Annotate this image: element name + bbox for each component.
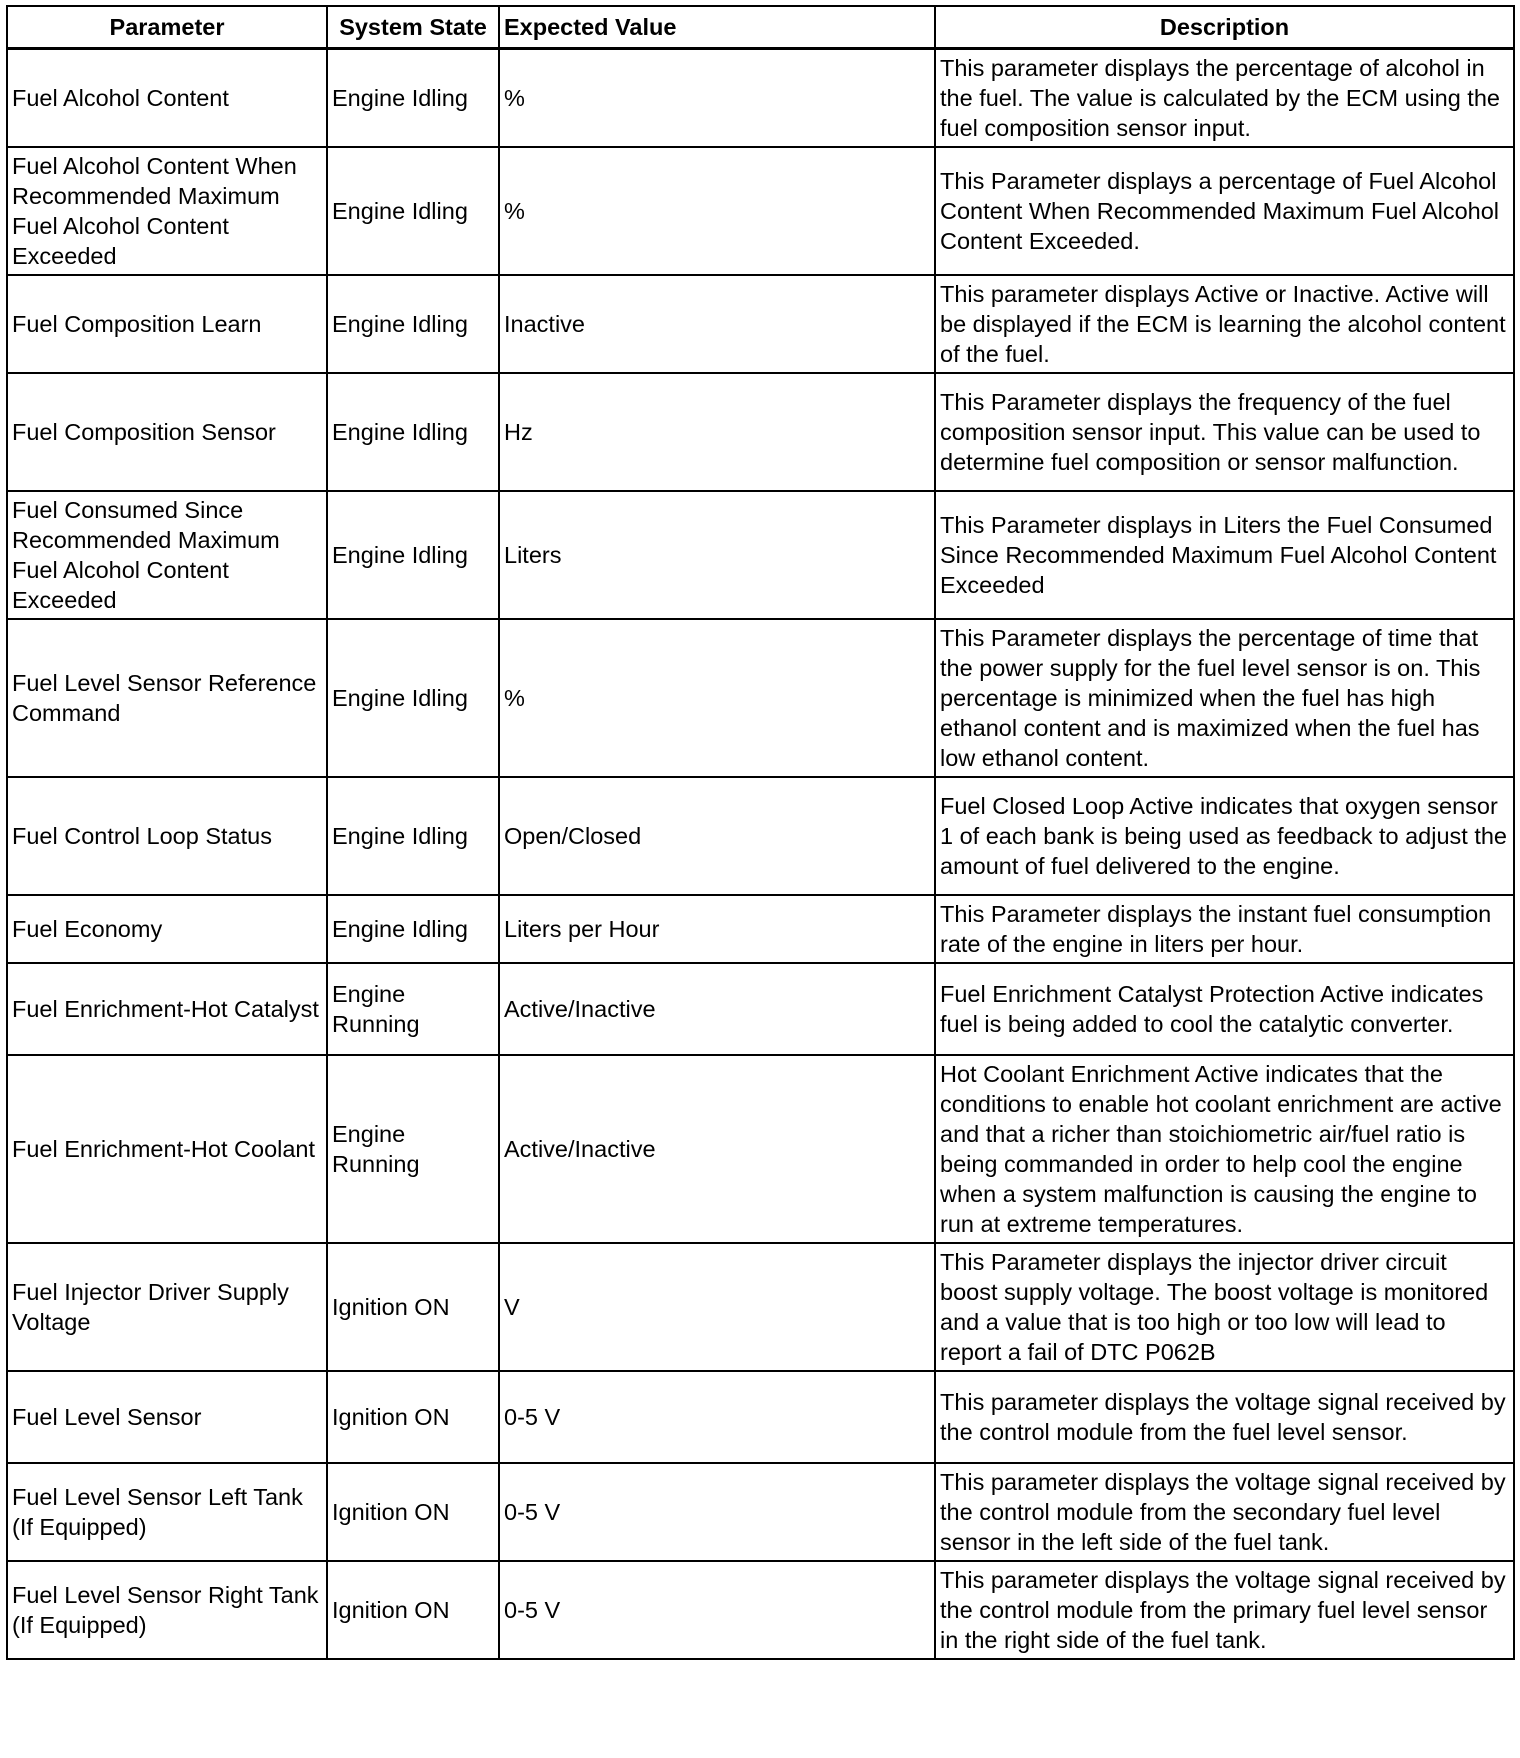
cell-expected-value: Hz xyxy=(499,373,935,491)
cell-description: This Parameter displays the percentage of time that the power supply for the fuel level sensor is on. This percentage is minimized when the fuel has high ethanol content and is maximized when the fuel has low ethanol content. xyxy=(935,619,1514,777)
cell-parameter: Fuel Injector Driver Supply Voltage xyxy=(7,1243,327,1371)
header-description: Description xyxy=(935,6,1514,49)
table-row xyxy=(7,147,1514,275)
header-row xyxy=(7,6,1514,49)
cell-parameter: Fuel Level Sensor Right Tank (If Equipped) xyxy=(7,1561,327,1659)
cell-expected-value: 0-5 V xyxy=(499,1371,935,1463)
table-row xyxy=(7,491,1514,619)
cell-parameter: Fuel Control Loop Status xyxy=(7,777,327,895)
cell-system-state: Engine Running xyxy=(327,963,499,1055)
table-row xyxy=(7,373,1514,491)
cell-description: This Parameter displays the instant fuel consumption rate of the engine in liters per hour. xyxy=(935,895,1514,963)
cell-system-state: Engine Idling xyxy=(327,619,499,777)
cell-description: Hot Coolant Enrichment Active indicates that the conditions to enable hot coolant enrichment are active and that a richer than stoichiometric air/fuel ratio is being commanded in order to help cool the engine when a system malfunction is causing the engine to run at extreme temperatures. xyxy=(935,1055,1514,1243)
cell-description: Fuel Enrichment Catalyst Protection Active indicates fuel is being added to cool the catalytic converter. xyxy=(935,963,1514,1055)
cell-expected-value: Open/Closed xyxy=(499,777,935,895)
cell-system-state: Engine Idling xyxy=(327,275,499,373)
cell-expected-value: % xyxy=(499,49,935,148)
cell-description: This parameter displays the voltage signal received by the control module from the fuel level sensor. xyxy=(935,1371,1514,1463)
cell-parameter: Fuel Level Sensor Reference Command xyxy=(7,619,327,777)
cell-system-state: Engine Running xyxy=(327,1055,499,1243)
header-expected-value: Expected Value xyxy=(499,6,935,49)
cell-system-state: Engine Idling xyxy=(327,49,499,148)
cell-expected-value: Inactive xyxy=(499,275,935,373)
cell-description: This parameter displays Active or Inactive. Active will be displayed if the ECM is learning the alcohol content of the fuel. xyxy=(935,275,1514,373)
cell-description: Fuel Closed Loop Active indicates that oxygen sensor 1 of each bank is being used as feedback to adjust the amount of fuel delivered to the engine. xyxy=(935,777,1514,895)
table-header xyxy=(7,6,1514,49)
cell-parameter: Fuel Level Sensor Left Tank (If Equipped) xyxy=(7,1463,327,1561)
cell-expected-value: 0-5 V xyxy=(499,1463,935,1561)
cell-parameter: Fuel Economy xyxy=(7,895,327,963)
cell-expected-value: % xyxy=(499,619,935,777)
cell-system-state: Engine Idling xyxy=(327,491,499,619)
cell-parameter: Fuel Composition Sensor xyxy=(7,373,327,491)
cell-parameter: Fuel Alcohol Content When Recommended Maximum Fuel Alcohol Content Exceeded xyxy=(7,147,327,275)
cell-expected-value: V xyxy=(499,1243,935,1371)
cell-expected-value: Liters per Hour xyxy=(499,895,935,963)
cell-parameter: Fuel Consumed Since Recommended Maximum Fuel Alcohol Content Exceeded xyxy=(7,491,327,619)
cell-system-state: Engine Idling xyxy=(327,373,499,491)
table-row xyxy=(7,619,1514,777)
table-row xyxy=(7,49,1514,148)
cell-parameter: Fuel Enrichment-Hot Coolant xyxy=(7,1055,327,1243)
cell-system-state: Ignition ON xyxy=(327,1561,499,1659)
cell-description: This Parameter displays the injector driver circuit boost supply voltage. The boost voltage is monitored and a value that is too high or too low will lead to report a fail of DTC P062B xyxy=(935,1243,1514,1371)
header-parameter: Parameter xyxy=(7,6,327,49)
cell-parameter: Fuel Level Sensor xyxy=(7,1371,327,1463)
parameter-table xyxy=(6,5,1515,1660)
cell-system-state: Ignition ON xyxy=(327,1371,499,1463)
cell-description: This parameter displays the voltage signal received by the control module from the secondary fuel level sensor in the left side of the fuel tank. xyxy=(935,1463,1514,1561)
cell-description: This Parameter displays a percentage of Fuel Alcohol Content When Recommended Maximum Fuel Alcohol Content Exceeded. xyxy=(935,147,1514,275)
cell-parameter: Fuel Enrichment-Hot Catalyst xyxy=(7,963,327,1055)
table-row xyxy=(7,1055,1514,1243)
cell-description: This parameter displays the voltage signal received by the control module from the primary fuel level sensor in the right side of the fuel tank. xyxy=(935,1561,1514,1659)
table-row xyxy=(7,1243,1514,1371)
cell-description: This Parameter displays in Liters the Fuel Consumed Since Recommended Maximum Fuel Alcohol Content Exceeded xyxy=(935,491,1514,619)
table-row xyxy=(7,1371,1514,1463)
cell-parameter: Fuel Alcohol Content xyxy=(7,49,327,148)
cell-system-state: Engine Idling xyxy=(327,147,499,275)
table-row xyxy=(7,895,1514,963)
cell-system-state: Ignition ON xyxy=(327,1243,499,1371)
cell-system-state: Engine Idling xyxy=(327,895,499,963)
cell-expected-value: Active/Inactive xyxy=(499,963,935,1055)
cell-parameter: Fuel Composition Learn xyxy=(7,275,327,373)
table-row xyxy=(7,1561,1514,1659)
table-row xyxy=(7,1463,1514,1561)
table-row xyxy=(7,275,1514,373)
cell-expected-value: 0-5 V xyxy=(499,1561,935,1659)
table-row xyxy=(7,777,1514,895)
cell-expected-value: % xyxy=(499,147,935,275)
cell-expected-value: Liters xyxy=(499,491,935,619)
cell-system-state: Ignition ON xyxy=(327,1463,499,1561)
table-row xyxy=(7,963,1514,1055)
header-system-state: System State xyxy=(327,6,499,49)
table-body xyxy=(7,49,1514,1660)
cell-expected-value: Active/Inactive xyxy=(499,1055,935,1243)
cell-description: This parameter displays the percentage of alcohol in the fuel. The value is calculated by the ECM using the fuel composition sensor input. xyxy=(935,49,1514,148)
cell-description: This Parameter displays the frequency of the fuel composition sensor input. This value can be used to determine fuel composition or sensor malfunction. xyxy=(935,373,1514,491)
cell-system-state: Engine Idling xyxy=(327,777,499,895)
